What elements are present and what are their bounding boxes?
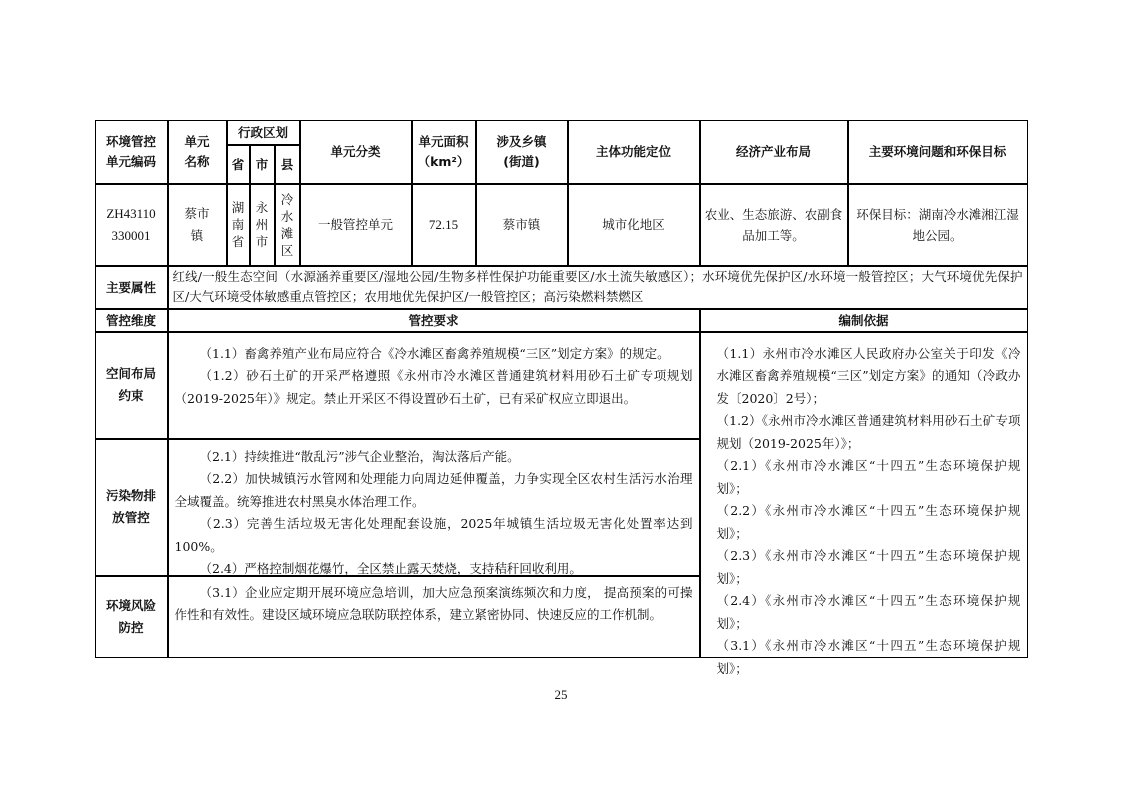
control-dim-header: 管控维度	[95, 309, 168, 332]
req-paragraph: （2.2）加快城镇污水管网和处理能力向周边延伸覆盖，力争实现全区农村生活污水治理全域覆盖。统筹推进农村黑臭水体治理工作。	[174, 471, 693, 509]
basis-item: （2.4）《永州市冷水滩区“十四五”生态环境保护规划》；	[716, 593, 1021, 631]
req-pollutant-discharge	[168, 439, 700, 576]
control-basis-header: 编制依据	[700, 309, 1028, 332]
basis-item: （2.1）《永州市冷水滩区“十四五”生态环境保护规划》；	[716, 458, 1021, 496]
req-env-risk	[168, 576, 700, 658]
basis-item: （3.1）《永州市冷水滩区“十四五”生态环境保护规划》；	[716, 638, 1021, 676]
unit-name: 蔡市 镇	[168, 184, 227, 266]
unit-county: 冷 水 滩 区	[275, 184, 300, 266]
page-number: 25	[554, 687, 568, 702]
unit-env-goal: 环保目标：湖南冷水滩湘江湿地公园。	[848, 184, 1028, 266]
unit-province: 湖 南 省	[227, 184, 250, 266]
req-paragraph: （2.1）持续推进“散乱污”涉气企业整治，淘汰落后产能。	[199, 448, 520, 464]
attributes-label: 主要属性	[95, 266, 168, 309]
header-province: 省	[227, 145, 250, 184]
header-city: 市	[250, 145, 275, 184]
control-req-header: 管控要求	[168, 309, 700, 332]
header-county: 县	[275, 145, 300, 184]
basis-item: （1.1）永州市冷水滩区人民政府办公室关于印发《冷水滩区畜禽养殖规模“三区”划定方案》的通知（冷政办发〔2020〕2号）；	[716, 345, 1021, 406]
header-unit-name: 单元名称	[168, 120, 227, 184]
req-paragraph: （1.2）砂石土矿的开采严格遵照《永州市冷水滩区普通建筑材料用砂石土矿专项规划（2019-2025年）》规定。禁止开采区不得设置砂石土矿，已有采矿权应立即退出。	[174, 368, 693, 406]
attributes-text: 红线/一般生态空间（水源涵养重要区/湿地公园/生物多样性保护功能重要区/水土流失敏感区）；水环境优先保护区/水环境一般管控区；大气环境优先保护区/大气环境受体敏感重点管控区；农用地优先保护区/一般管控区；高污染燃料禁燃区	[168, 266, 1028, 309]
req-paragraph: （2.4）严格控制烟花爆竹，全区禁止露天焚烧，支持秸秆回收利用。	[199, 561, 582, 576]
basis-item: （1.2）《永州市冷水滩区普通建筑材料用砂石土矿专项规划（2019-2025年）》；	[716, 413, 1021, 451]
req-paragraph: （2.3）完善生活垃圾无害化处理配套设施，2025年城镇生活垃圾无害化处置率达到100%。	[174, 516, 693, 554]
dim-spatial-layout: 空间布局 约束	[95, 332, 168, 439]
basis-list	[700, 332, 1028, 676]
basis-item: （2.2）《永州市冷水滩区“十四五”生态环境保护规划》；	[716, 503, 1021, 541]
unit-main-function: 城市化地区	[568, 184, 700, 266]
unit-area: 72.15	[412, 184, 476, 266]
req-spatial-layout	[168, 332, 700, 439]
unit-towns: 蔡市镇	[476, 184, 568, 266]
environmental-control-table	[95, 120, 1028, 676]
header-admin-region: 行政区划	[227, 120, 300, 145]
unit-economy: 农业、生态旅游、农副食品加工等。	[700, 184, 848, 266]
header-env-issue: 主要环境问题和环保目标	[848, 120, 1028, 184]
unit-class: 一般管控单元	[300, 184, 412, 266]
header-unit-code: 环境管控单元编码	[95, 120, 168, 184]
dim-env-risk: 环境风险 防控	[95, 576, 168, 658]
req-paragraph: （3.1）企业应定期开展环境应急培训，加大应急预案演练频次和力度， 提高预案的可操作性和有效性。建设区域环境应急联防联控体系，建立紧密协同、快速反应的工作机制。	[174, 584, 693, 622]
req-paragraph: （1.1）畜禽养殖产业布局应符合《冷水滩区畜禽养殖规模“三区”划定方案》的规定。	[199, 345, 670, 361]
dim-pollutant-discharge: 污染物排 放管控	[95, 439, 168, 576]
header-economy: 经济产业布局	[700, 120, 848, 184]
header-unit-class: 单元分类	[300, 120, 412, 184]
unit-city: 永 州 市	[250, 184, 275, 266]
header-towns: 涉及乡镇(街道)	[476, 120, 568, 184]
header-area: 单元面积 （km²）	[412, 120, 476, 184]
unit-code: ZH43110 330001	[95, 184, 168, 266]
basis-item: （2.3）《永州市冷水滩区“十四五”生态环境保护规划》；	[716, 548, 1021, 586]
header-main-function: 主体功能定位	[568, 120, 700, 184]
